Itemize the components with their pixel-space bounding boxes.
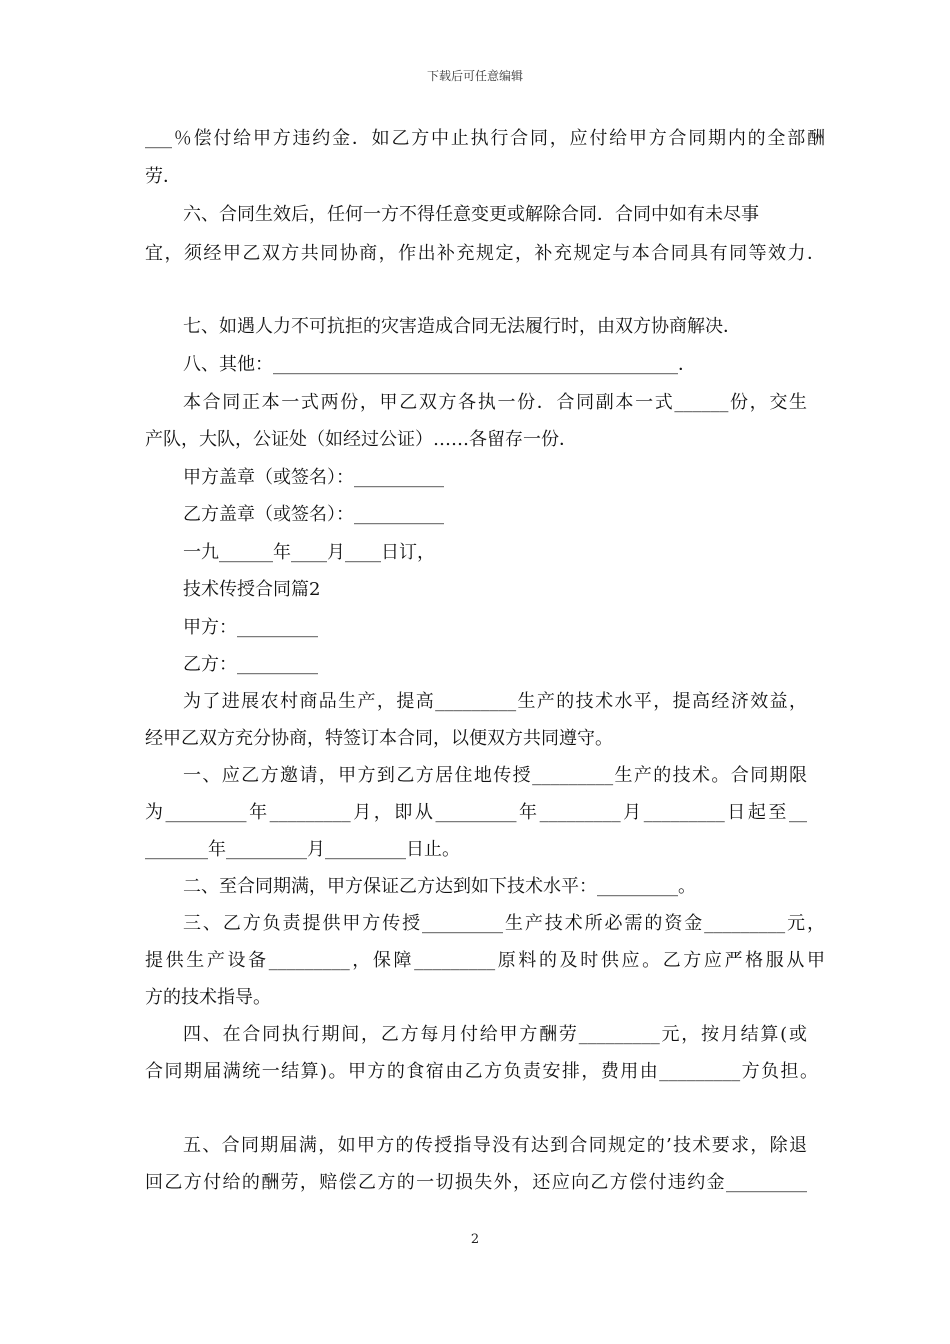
- paragraph-line: 合同期届满统一结算)。甲方的食宿由乙方负责安排，费用由_________方负担。: [145, 1061, 818, 1082]
- signature-line: 乙方盖章（或签名）：__________: [183, 504, 444, 525]
- paragraph-line: 提供生产设备_________，保障_________原料的及时供应。乙方应严格服从甲: [145, 950, 825, 971]
- paragraph-line: 八、其他：_____________________________________________．: [183, 354, 696, 375]
- signature-line: 甲方盖章（或签名）：__________: [183, 467, 444, 488]
- paragraph-line: 方的技术指导。: [145, 987, 271, 1008]
- date-line: 一九______年____月____日订，: [183, 542, 435, 563]
- paragraph-line: ___％偿付给甲方违约金．如乙方中止执行合同，应付给甲方合同期内的全部酬: [145, 128, 825, 149]
- paragraph-line: 劳．: [145, 166, 181, 187]
- paragraph-line: 四、在合同执行期间，乙方每月付给甲方酬劳_________元，按月结算(或: [183, 1024, 807, 1045]
- paragraph-line: 回乙方付给的酬劳，赔偿乙方的一切损失外，还应向乙方偿付违约金_________: [145, 1172, 807, 1193]
- party-b-line: 乙方：_________: [183, 654, 318, 675]
- paragraph-line: 宜，须经甲乙双方共同协商，作出补充规定，补充规定与本合同具有同等效力．: [145, 243, 825, 264]
- paragraph-line: 六、合同生效后，任何一方不得任意变更或解除合同．合同中如有未尽事: [183, 204, 759, 225]
- paragraph-line: 一、应乙方邀请，甲方到乙方居住地传授_________生产的技术。合同期限: [183, 765, 807, 786]
- paragraph-line: 本合同正本一式两份，甲乙双方各执一份．合同副本一式______份，交生: [183, 392, 807, 413]
- paragraph-line: 产队，大队，公证处（如经过公证）……各留存一份．: [145, 429, 577, 450]
- paragraph-line: 为_________年_________月，即从_________年_________月_________日起至__: [145, 802, 807, 823]
- section-title: 技术传授合同篇2: [183, 579, 321, 600]
- paragraph-line: 三、乙方负责提供甲方传授_________生产技术所必需的资金_________元，: [183, 913, 825, 934]
- paragraph-line: 五、合同期届满，如甲方的传授指导没有达到合同规定的’技术要求，除退: [183, 1135, 807, 1156]
- page-header: 下载后可任意编辑: [426, 69, 523, 83]
- paragraph-line: 二、至合同期满，甲方保证乙方达到如下技术水平：_________。: [183, 876, 696, 897]
- paragraph-line: 经甲乙双方充分协商，特签订本合同，以便双方共同遵守。: [145, 728, 613, 749]
- page-number: 2: [470, 1232, 480, 1247]
- paragraph-line: 七、如遇人力不可抗拒的灾害造成合同无法履行时，由双方协商解决．: [183, 316, 741, 337]
- party-a-line: 甲方：_________: [183, 617, 318, 638]
- paragraph-line: _______年_________月_________日止。: [145, 839, 460, 860]
- paragraph-line: 为了进展农村商品生产，提高_________生产的技术水平，提高经济效益，: [183, 691, 807, 712]
